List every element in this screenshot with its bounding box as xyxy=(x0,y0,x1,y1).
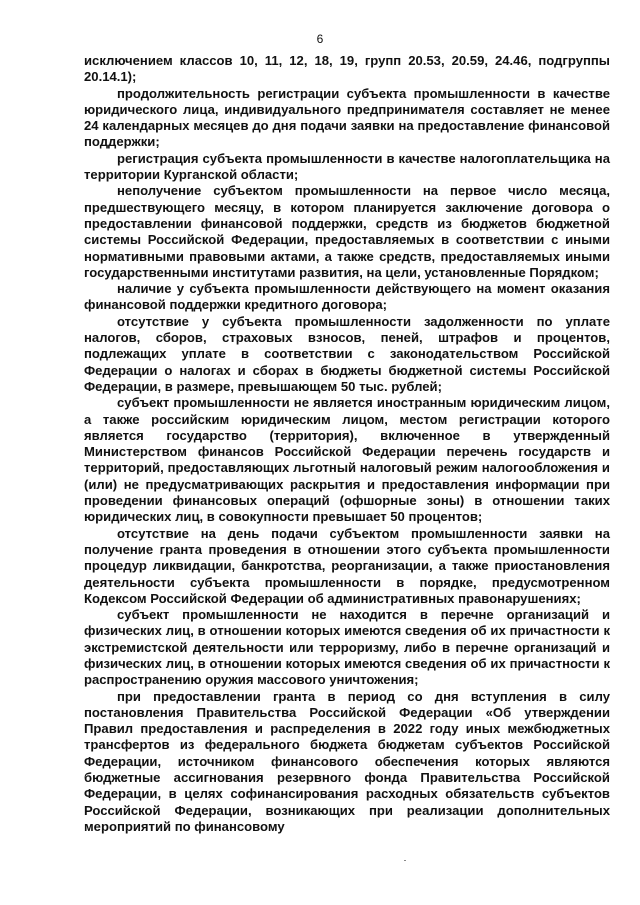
page-number: 6 xyxy=(316,32,324,46)
paragraph-registration-duration: продолжительность регистрации субъекта промышленности в качестве юридического лица, индивидуального предпринимателя составляет не менее 24 календарных месяцев до дня подачи заявки на предоставление финансовой поддержки; xyxy=(84,85,610,150)
scan-speck xyxy=(404,860,406,861)
paragraph-continuation: исключением классов 10, 11, 12, 18, 19, групп 20.53, 20.59, 24.46, подгруппы 20.14.1); xyxy=(84,53,610,85)
paragraph-no-liquidation: отсутствие на день подачи субъектом промышленности заявки на получение гранта проведения в отношении этого субъекта промышленности процедур ликвидации, банкротства, реорганизации, а также приостановления деятельности субъекта промышленности в порядке, предусмотренном Кодексом Российской Федерации об административных правонарушениях; xyxy=(84,525,610,606)
paragraph-not-foreign-entity: субъект промышленности не является иностранным юридическим лицом, а также российским юридическим лицом, местом регистрации которого является государство (территория), включенное в утвержденный Министерством финансов Российской Федерации перечень государств и территорий, предоставляющих льготный налоговый режим налогообложения и (или) не предусматривающих раскрытия и предоставления информации при проведении финансовых операций (офшорные зоны) в отношении таких юридических лиц, в совокупности превышает 50 процентов; xyxy=(84,395,610,525)
paragraph-tax-registration: регистрация субъекта промышленности в качестве налогоплательщика на территории Курганской области; xyxy=(84,150,610,183)
paragraph-credit-agreement: наличие у субъекта промышленности действующего на момент оказания финансовой поддержки кредитного договора; xyxy=(84,281,610,313)
paragraph-no-other-funding: неполучение субъектом промышленности на первое число месяца, предшествующего месяцу, в котором планируется заключение договора о предоставлении финансовой поддержки, средств из бюджетов бюджетной системы Российской Федерации, предоставляемых в соответствии с иными нормативными правовыми актами, а также средств, предоставляемых иными государственными институтами развития, на цели, установленные Порядком; xyxy=(84,183,610,280)
paragraph-no-tax-debt: отсутствие у субъекта промышленности задолженности по уплате налогов, сборов, страховых взносов, пеней, штрафов и процентов, подлежащих уплате в соответствии с законодательством Российской Федерации о налогах и сборах в бюджеты бюджетной системы Российской Федерации, в размере, превышающем 50 тыс. рублей; xyxy=(84,313,610,394)
document-body xyxy=(84,53,610,835)
paragraph-grant-period: при предоставлении гранта в период со дня вступления в силу постановления Правительства Российской Федерации «Об утверждении Правил предоставления и распределения в 2022 году иных межбюджетных трансфертов из федерального бюджета бюджетам субъектов Российской Федерации, источником финансового обеспечения которых являются бюджетные ассигнования резервного фонда Правительства Российской Федерации, в целях софинансирования расходных обязательств субъектов Российской Федерации, возникающих при реализации дополнительных мероприятий по финансовому xyxy=(84,688,610,834)
paragraph-not-in-extremist-list: субъект промышленности не находится в перечне организаций и физических лиц, в отношении которых имеются сведения об их причастности к экстремистской деятельности или терроризму, либо в перечне организаций и физических лиц, в отношении которых имеются сведения об их причастности к распространению оружия массового уничтожения; xyxy=(84,607,610,688)
